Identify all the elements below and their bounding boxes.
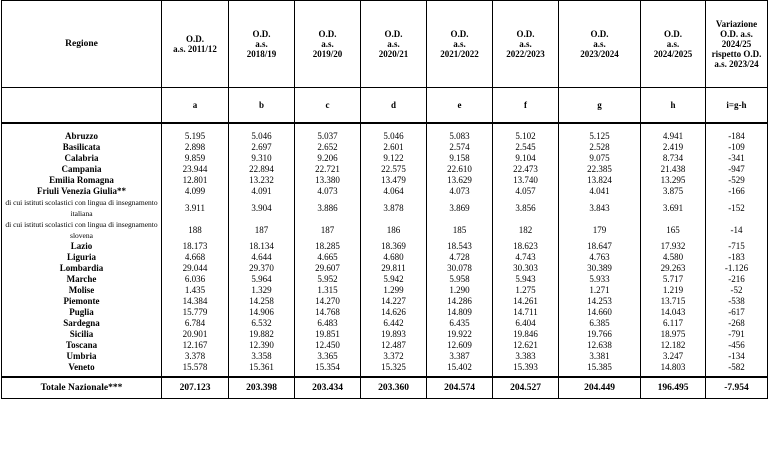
total-value-cell: 203.434 [295,377,361,399]
value-cell: 15.402 [427,362,493,377]
table-row [2,340,768,351]
value-cell: 3.372 [361,351,427,362]
value-cell: 19.893 [361,329,427,340]
value-cell: 4.728 [427,252,493,263]
value-cell: 4.057 [493,186,559,197]
value-cell: 4.580 [641,252,706,263]
value-cell: 5.717 [641,274,706,285]
header-col-3: O.D. a.s. 2020/21 [361,1,427,88]
region-name: Puglia [2,307,162,318]
total-value-cell: 203.360 [361,377,427,399]
region-name: di cui istituti scolastici con lingua di insegnamento italiana [2,197,162,219]
value-cell: 165 [641,219,706,241]
value-cell: 21.438 [641,164,706,175]
value-cell: -582 [706,362,768,377]
value-cell: 14.286 [427,296,493,307]
region-name: Umbria [2,351,162,362]
value-cell: -152 [706,197,768,219]
value-cell: 5.195 [162,131,229,142]
value-cell: 18.173 [162,241,229,252]
value-cell: 18.623 [493,241,559,252]
header-col-4: O.D. a.s. 2021/2022 [427,1,493,88]
value-cell: 4.644 [229,252,295,263]
letter-cell: h [641,88,706,124]
value-cell: 4.073 [427,186,493,197]
region-rows [2,131,768,377]
value-cell: 185 [427,219,493,241]
value-cell: 18.975 [641,329,706,340]
value-cell: 30.078 [427,263,493,274]
region-name: Molise [2,285,162,296]
value-cell: 5.037 [295,131,361,142]
value-cell: 14.258 [229,296,295,307]
value-cell: 15.325 [361,362,427,377]
value-cell: 9.310 [229,153,295,164]
table-row [2,285,768,296]
table-row [2,296,768,307]
value-cell: 4.680 [361,252,427,263]
value-cell: 30.303 [493,263,559,274]
value-cell: 5.958 [427,274,493,285]
value-cell: 14.768 [295,307,361,318]
table-row [2,263,768,274]
letter-cell: g [559,88,641,124]
value-cell: 5.933 [559,274,641,285]
region-name: Sardegna [2,318,162,329]
value-cell: 6.483 [295,318,361,329]
value-cell: -109 [706,142,768,153]
value-cell: -134 [706,351,768,362]
value-cell: -538 [706,296,768,307]
value-cell: 6.404 [493,318,559,329]
value-cell: 12.638 [559,340,641,351]
value-cell: 3.843 [559,197,641,219]
header-variation: Variazione O.D. a.s. 2024/25 rispetto O.D. a.s. 2023/24 [706,1,768,88]
value-cell: 2.601 [361,142,427,153]
value-cell: 4.041 [559,186,641,197]
letter-cell: i=g-h [706,88,768,124]
table-row [2,164,768,175]
value-cell: 1.219 [641,285,706,296]
value-cell: 188 [162,219,229,241]
value-cell: 3.387 [427,351,493,362]
value-cell: 5.964 [229,274,295,285]
value-cell: 2.652 [295,142,361,153]
value-cell: 15.779 [162,307,229,318]
value-cell: 4.743 [493,252,559,263]
value-cell: 182 [493,219,559,241]
region-name: Campania [2,164,162,175]
region-name: Marche [2,274,162,285]
value-cell: 2.697 [229,142,295,153]
value-cell: 5.083 [427,131,493,142]
value-cell: 9.859 [162,153,229,164]
value-cell: 3.856 [493,197,559,219]
value-cell: 15.361 [229,362,295,377]
value-cell: 2.574 [427,142,493,153]
value-cell: 4.064 [361,186,427,197]
table-row [2,241,768,252]
value-cell: 1.435 [162,285,229,296]
value-cell: 30.389 [559,263,641,274]
total-label: Totale Nazionale*** [2,377,162,399]
value-cell: 2.419 [641,142,706,153]
value-cell: 6.117 [641,318,706,329]
value-cell: -456 [706,340,768,351]
value-cell: 6.442 [361,318,427,329]
value-cell: -268 [706,318,768,329]
value-cell: 1.275 [493,285,559,296]
table-row [2,131,768,142]
value-cell: 4.073 [295,186,361,197]
table-row [2,362,768,377]
letters-row [2,88,768,124]
value-cell: 13.232 [229,175,295,186]
table-row [2,142,768,153]
table-row [2,318,768,329]
value-cell: -947 [706,164,768,175]
total-value-cell: -7.954 [706,377,768,399]
header-col-1: O.D. a.s. 2018/19 [229,1,295,88]
letter-cell: b [229,88,295,124]
value-cell: 13.295 [641,175,706,186]
value-cell: -52 [706,285,768,296]
value-cell: 22.894 [229,164,295,175]
value-cell: 1.299 [361,285,427,296]
value-cell: -341 [706,153,768,164]
value-cell: 13.824 [559,175,641,186]
region-name: Veneto [2,362,162,377]
value-cell: 14.906 [229,307,295,318]
value-cell: 14.384 [162,296,229,307]
total-value-cell: 196.495 [641,377,706,399]
letter-cell: e [427,88,493,124]
value-cell: 12.621 [493,340,559,351]
value-cell: 1.315 [295,285,361,296]
value-cell: 179 [559,219,641,241]
value-cell: 4.941 [641,131,706,142]
value-cell: 18.647 [559,241,641,252]
value-cell: 18.285 [295,241,361,252]
value-cell: 3.878 [361,197,427,219]
total-value-cell: 207.123 [162,377,229,399]
value-cell: 5.952 [295,274,361,285]
table-row [2,274,768,285]
letter-cell: f [493,88,559,124]
value-cell: -617 [706,307,768,318]
value-cell: -715 [706,241,768,252]
region-name: Liguria [2,252,162,263]
value-cell: 14.809 [427,307,493,318]
region-name: Piemonte [2,296,162,307]
od-table [1,0,768,399]
region-name: Emilia Romagna [2,175,162,186]
value-cell: -14 [706,219,768,241]
region-name: di cui istituti scolastici con lingua di insegnamento slovena [2,219,162,241]
value-cell: 22.610 [427,164,493,175]
value-cell: 12.487 [361,340,427,351]
value-cell: 5.942 [361,274,427,285]
value-cell: -791 [706,329,768,340]
value-cell: 9.104 [493,153,559,164]
letter-cell: c [295,88,361,124]
value-cell: 3.886 [295,197,361,219]
value-cell: 13.740 [493,175,559,186]
value-cell: 14.253 [559,296,641,307]
header-col-6: O.D. a.s. 2023/2024 [559,1,641,88]
value-cell: 5.102 [493,131,559,142]
value-cell: 3.381 [559,351,641,362]
value-cell: 19.846 [493,329,559,340]
value-cell: 187 [295,219,361,241]
value-cell: 22.721 [295,164,361,175]
value-cell: 13.715 [641,296,706,307]
header-col-7: O.D. a.s. 2024/2025 [641,1,706,88]
value-cell: 13.479 [361,175,427,186]
value-cell: 29.607 [295,263,361,274]
value-cell: 2.898 [162,142,229,153]
value-cell: 14.626 [361,307,427,318]
value-cell: 3.911 [162,197,229,219]
value-cell: 12.167 [162,340,229,351]
value-cell: 18.543 [427,241,493,252]
value-cell: 5.046 [229,131,295,142]
value-cell: 14.803 [641,362,706,377]
letter-cell: a [162,88,229,124]
value-cell: 12.390 [229,340,295,351]
value-cell: 13.629 [427,175,493,186]
value-cell: -216 [706,274,768,285]
table-row [2,329,768,340]
value-cell: 14.261 [493,296,559,307]
value-cell: 186 [361,219,427,241]
value-cell: 29.811 [361,263,427,274]
value-cell: 20.901 [162,329,229,340]
region-name: Friuli Venezia Giulia** [2,186,162,197]
value-cell: 6.532 [229,318,295,329]
value-cell: 12.801 [162,175,229,186]
header-row [2,1,768,88]
value-cell: 5.125 [559,131,641,142]
letter-cell: d [361,88,427,124]
value-cell: -1.126 [706,263,768,274]
region-name: Calabria [2,153,162,164]
value-cell: 14.227 [361,296,427,307]
table-row [2,219,768,241]
value-cell: 22.473 [493,164,559,175]
value-cell: 12.609 [427,340,493,351]
value-cell: 12.450 [295,340,361,351]
value-cell: 14.270 [295,296,361,307]
value-cell: 23.944 [162,164,229,175]
value-cell: 3.378 [162,351,229,362]
table-row [2,307,768,318]
value-cell: 4.099 [162,186,229,197]
table-row [2,351,768,362]
header-col-2: O.D. a.s. 2019/20 [295,1,361,88]
value-cell: 2.528 [559,142,641,153]
value-cell: 22.575 [361,164,427,175]
value-cell: 4.091 [229,186,295,197]
value-cell: 9.206 [295,153,361,164]
table-row [2,252,768,263]
value-cell: 3.358 [229,351,295,362]
value-cell: 19.882 [229,329,295,340]
value-cell: 187 [229,219,295,241]
region-name: Abruzzo [2,131,162,142]
value-cell: 15.354 [295,362,361,377]
header-col-5: O.D. a.s. 2022/2023 [493,1,559,88]
value-cell: 1.329 [229,285,295,296]
region-name: Sicilia [2,329,162,340]
value-cell: 6.385 [559,318,641,329]
value-cell: 1.271 [559,285,641,296]
table-row [2,153,768,164]
value-cell: -166 [706,186,768,197]
value-cell: 15.393 [493,362,559,377]
value-cell: 9.075 [559,153,641,164]
value-cell: 14.711 [493,307,559,318]
value-cell: 19.922 [427,329,493,340]
letters-blank [2,88,162,124]
total-value-cell: 204.449 [559,377,641,399]
value-cell: 14.043 [641,307,706,318]
value-cell: 1.290 [427,285,493,296]
value-cell: -183 [706,252,768,263]
region-name: Basilicata [2,142,162,153]
value-cell: 14.660 [559,307,641,318]
value-cell: 6.784 [162,318,229,329]
total-value-cell: 203.398 [229,377,295,399]
value-cell: 8.734 [641,153,706,164]
value-cell: 4.665 [295,252,361,263]
value-cell: 3.869 [427,197,493,219]
value-cell: 5.943 [493,274,559,285]
table-row [2,197,768,219]
value-cell: 5.046 [361,131,427,142]
value-cell: 18.134 [229,241,295,252]
value-cell: 6.036 [162,274,229,285]
value-cell: 12.182 [641,340,706,351]
value-cell: 9.122 [361,153,427,164]
total-row [2,377,768,399]
value-cell: 6.435 [427,318,493,329]
value-cell: 19.851 [295,329,361,340]
total-value-cell: 204.527 [493,377,559,399]
value-cell: 29.044 [162,263,229,274]
value-cell: 3.247 [641,351,706,362]
value-cell: 22.385 [559,164,641,175]
value-cell: 29.263 [641,263,706,274]
value-cell: 19.766 [559,329,641,340]
value-cell: 4.668 [162,252,229,263]
region-name: Lombardia [2,263,162,274]
region-name: Lazio [2,241,162,252]
value-cell: 29.370 [229,263,295,274]
value-cell: -184 [706,131,768,142]
value-cell: 3.691 [641,197,706,219]
value-cell: 13.380 [295,175,361,186]
value-cell: 15.578 [162,362,229,377]
table-row [2,175,768,186]
value-cell: 15.385 [559,362,641,377]
value-cell: -529 [706,175,768,186]
header-col-0: O.D. a.s. 2011/12 [162,1,229,88]
value-cell: 3.904 [229,197,295,219]
table-row [2,186,768,197]
value-cell: 3.875 [641,186,706,197]
value-cell: 9.158 [427,153,493,164]
value-cell: 3.383 [493,351,559,362]
value-cell: 18.369 [361,241,427,252]
value-cell: 4.763 [559,252,641,263]
value-cell: 2.545 [493,142,559,153]
total-value-cell: 204.574 [427,377,493,399]
value-cell: 17.932 [641,241,706,252]
header-region: Regione [2,1,162,88]
value-cell: 3.365 [295,351,361,362]
region-name: Toscana [2,340,162,351]
spacer-row [2,123,768,131]
